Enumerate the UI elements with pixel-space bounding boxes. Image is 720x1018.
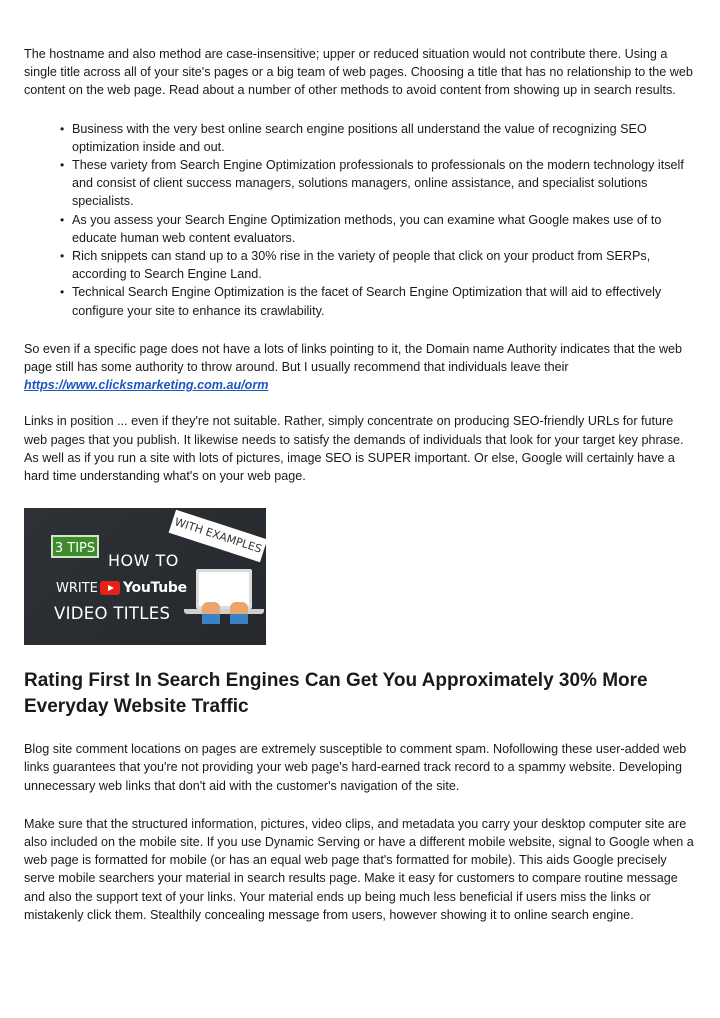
- youtube-wordmark: YouTube: [123, 580, 187, 597]
- intro-paragraph: The hostname and also method are case-insensitive; upper or reduced situation would not contribute there. Using a single title across all of your site's pages or a big team of web pages. Choosing a title that has no relationship to the web content on the web page. Read about a number of other methods to avoid content from showing up in search results.: [24, 47, 693, 98]
- with-examples-tag: WITH EXAMPLES: [169, 510, 266, 562]
- document-page: [24, 45, 696, 924]
- right-sleeve-icon: [230, 614, 248, 624]
- list-item: • These variety from Search Engine Optimization professionals to professionals on the modern technology itself and consist of client success managers, solutions managers, online assistance, and specialist solutions specialists.: [72, 156, 696, 211]
- authority-paragraph: [24, 340, 696, 395]
- list-item: • Technical Search Engine Optimization is the facet of Search Engine Optimization that will aid to effectively configure your site to enhance its crawlability.: [72, 283, 696, 319]
- comment-paragraph: Blog site comment locations on pages are extremely susceptible to comment spam. Nofollowing these user-added web links guarantees that you're not providing your web page's hard-earned track record to a spammy website. Developing unnecessary web links that don't aid with the customer's navigation of the site.: [24, 742, 687, 793]
- section-heading: Rating First In Search Engines Can Get You Approximately 30% More Everyday Website Traffic: [24, 670, 648, 718]
- mobile-paragraph: Make sure that the structured information, pictures, video clips, and metadata you carry your desktop computer site are also included on the mobile site. If you use Dynamic Serving or have a different mobile website, signal to Google when a web page is formatted for mobile (or has an equal web page that's formatted for mobile). This aids Google precisely serve mobile searchers your material in search results page. Make it easy for customers to compare routine message and also the support text of your links. Your material ends up being much less beneficial if users miss the links or mistakenly click them. Stealthily concealing message from users, however showing it to online search engine.: [24, 816, 694, 922]
- authority-text: So even if a specific page does not have a lots of links pointing to it, the Domain name Authority indicates that the web page still has some authority to throw around. But I usually recommend that individuals leave their: [24, 341, 683, 375]
- how-to-text: HOW TO: [108, 551, 179, 571]
- typing-hands-icon: [202, 602, 248, 620]
- clicksmarketing-link[interactable]: https://www.clicksmarketing.com.au/orm: [24, 378, 269, 393]
- links-paragraph: Links in position ... even if they're not suitable. Rather, simply concentrate on producing SEO-friendly URLs for future web pages that you publish. It likewise needs to satisfy the demands of individuals that look for your target key phrase. As well as if you run a site with lots of pictures, image SEO is SUPER important. Or else, Google will certainly have a hard time understanding what's on your web page.: [24, 414, 684, 484]
- tips-badge: 3 TIPS: [51, 535, 99, 558]
- write-text: WRITE: [56, 581, 98, 597]
- seo-bullet-list: [24, 120, 696, 320]
- video-titles-text: VIDEO TITLES: [54, 604, 171, 624]
- youtube-play-icon: [100, 581, 120, 595]
- list-item: • As you assess your Search Engine Optimization methods, you can examine what Google makes use of to educate human web content evaluators.: [72, 211, 696, 247]
- left-sleeve-icon: [202, 614, 220, 624]
- list-item: • Rich snippets can stand up to a 30% rise in the variety of people that click on your product from SERPs, according to Search Engine Land.: [72, 247, 696, 283]
- list-item: • Business with the very best online search engine positions all understand the value of recognizing SEO optimization inside and out.: [72, 120, 696, 156]
- youtube-titles-thumbnail: [24, 508, 266, 645]
